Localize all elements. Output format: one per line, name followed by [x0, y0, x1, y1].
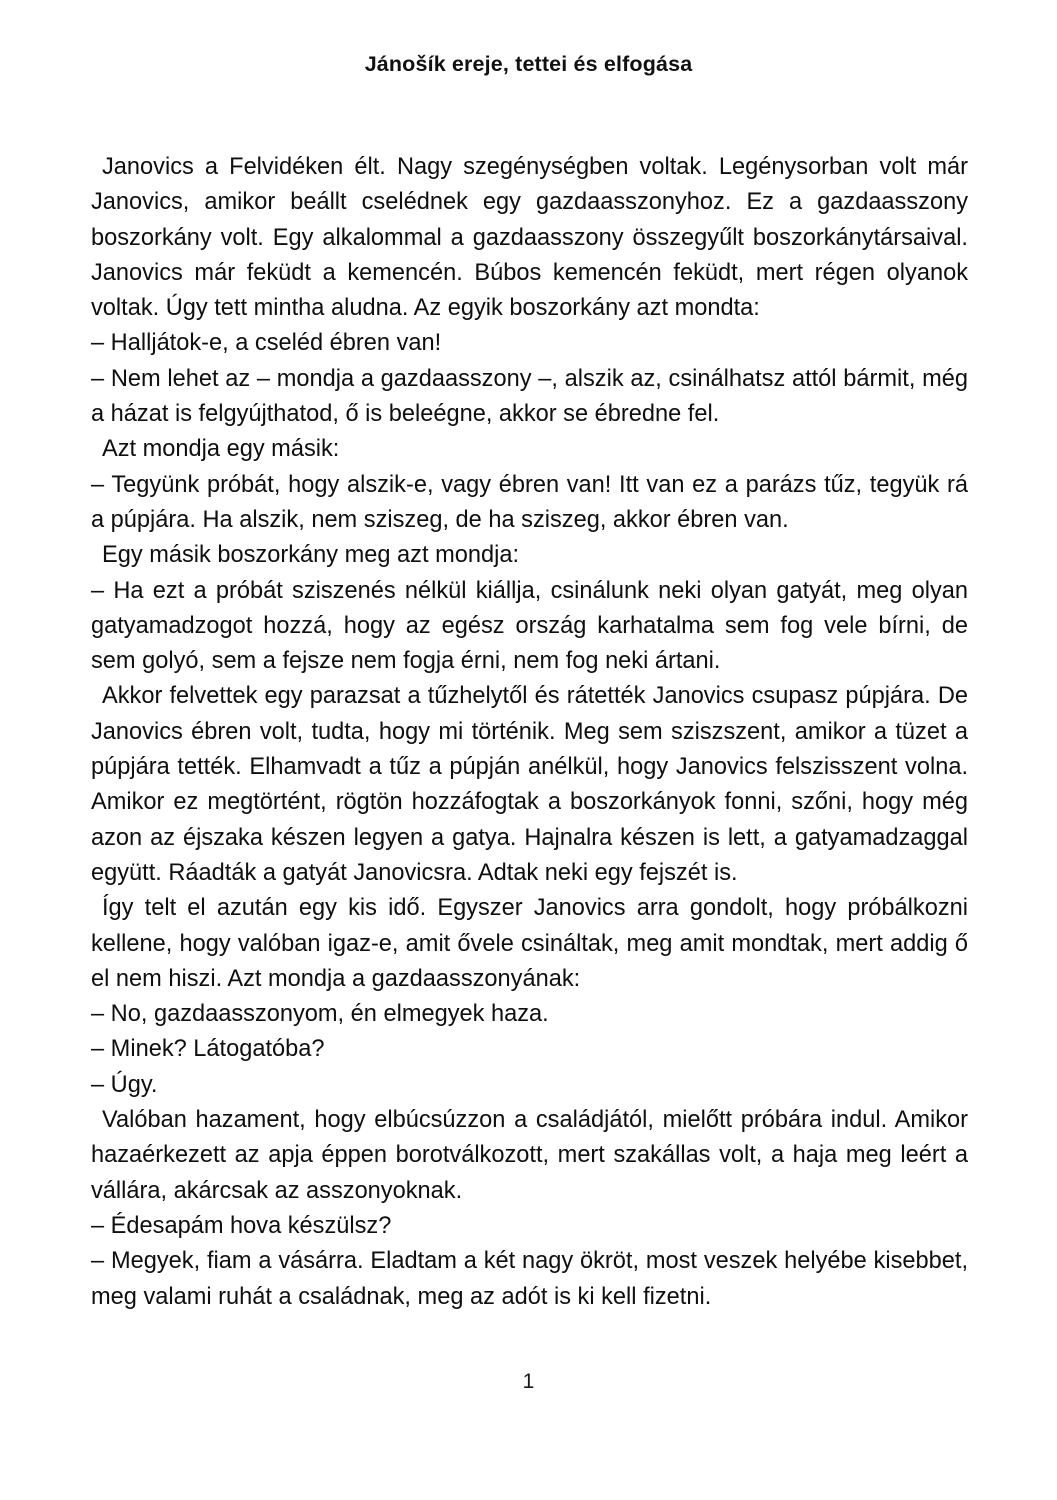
dialogue-paragraph: – Édesapám hova készülsz?: [91, 1212, 392, 1239]
page-title: Jánošík ereje, tettei és elfogása: [364, 52, 693, 76]
narrative-paragraph: Egy másik boszorkány meg azt mondja:: [102, 542, 520, 569]
narrative-paragraph: Így telt el azután egy kis idő. Egyszer Janovics arra gondolt, hogy próbálkozni kellene, hogy valóban igaz-e, amit ővele csináltak, meg amit mondtak, mert addig ő el nem hiszi. Azt mondja a gazdaasszonyának:: [91, 895, 968, 992]
dialogue-paragraph: – No, gazdaasszonyom, én elmegyek haza.: [91, 1001, 549, 1028]
dialogue-paragraph: – Tegyünk próbát, hogy alszik-e, vagy ébren van! Itt van ez a parázs tűz, tegyük rá a púpjára. Ha alszik, nem sziszeg, de ha sziszeg, akkor ébren van.: [91, 471, 968, 533]
narrative-paragraph: Janovics a Felvidéken élt. Nagy szegénységben voltak. Legénysorban volt már Janovics, amikor beállt cselédnek egy gazdaasszonyhoz. Ez a gazdaasszony boszorkány volt. Egy alkalommal a gazdaasszony összegyűlt boszorkánytársaival. Janovics már feküdt a kemencén. Búbos kemencén feküdt, mert régen olyanok voltak. Úgy tett mintha aludna. Az egyik boszorkány azt mondta:: [91, 154, 968, 322]
dialogue-paragraph: – Nem lehet az – mondja a gazdaasszony –, alszik az, csinálhatsz attól bármit, még a házat is felgyújthatod, ő is beleégne, akkor se ébredne fel.: [91, 365, 968, 428]
document-body: [91, 150, 968, 1315]
dialogue-paragraph: – Halljátok-e, a cseléd ébren van!: [91, 330, 442, 357]
narrative-paragraph: Azt mondja egy másik:: [102, 436, 340, 463]
narrative-paragraph: Valóban hazament, hogy elbúcsúzzon a családjától, mielőtt próbára indul. Amikor hazaérkezett az apja éppen borotválkozott, mert szakállas volt, a haja meg leért a vállára, akárcsak az asszonyoknak.: [91, 1107, 968, 1204]
dialogue-paragraph: – Ha ezt a próbát sziszenés nélkül kiállja, csinálunk neki olyan gatyát, meg olyan gatyamadzogot hozzá, hogy az egész ország karhatalma sem fog vele bírni, de sem golyó, sem a fejsze nem fogja érni, nem fog neki ártani.: [91, 577, 968, 675]
narrative-paragraph: Akkor felvettek egy parazsat a tűzhelytől és rátették Janovics csupasz púpjára. De Janovics ébren volt, tudta, hogy mi történik. Meg sem sziszszent, amikor a tüzet a púpjára tették. Elhamvadt a tűz a púpján anélkül, hogy Janovics felszisszent volna. Amikor ez megtörtént, rögtön hozzáfogtak a boszorkányok fonni, szőni, hogy még azon az éjszaka készen legyen a gatya. Hajnalra készen is lett, a gatyamadzaggal együtt. Ráadták a gatyát Janovicsra. Adtak neki egy fejszét is.: [91, 683, 968, 886]
dialogue-paragraph: – Megyek, fiam a vásárra. Eladtam a két nagy ökröt, most veszek helyébe kisebbet, meg valami ruhát a családnak, meg az adót is ki kell fizetni.: [91, 1248, 968, 1310]
page-number: 1: [522, 1370, 535, 1393]
dialogue-paragraph: – Minek? Látogatóba?: [91, 1036, 325, 1063]
dialogue-paragraph: – Úgy.: [91, 1071, 158, 1098]
